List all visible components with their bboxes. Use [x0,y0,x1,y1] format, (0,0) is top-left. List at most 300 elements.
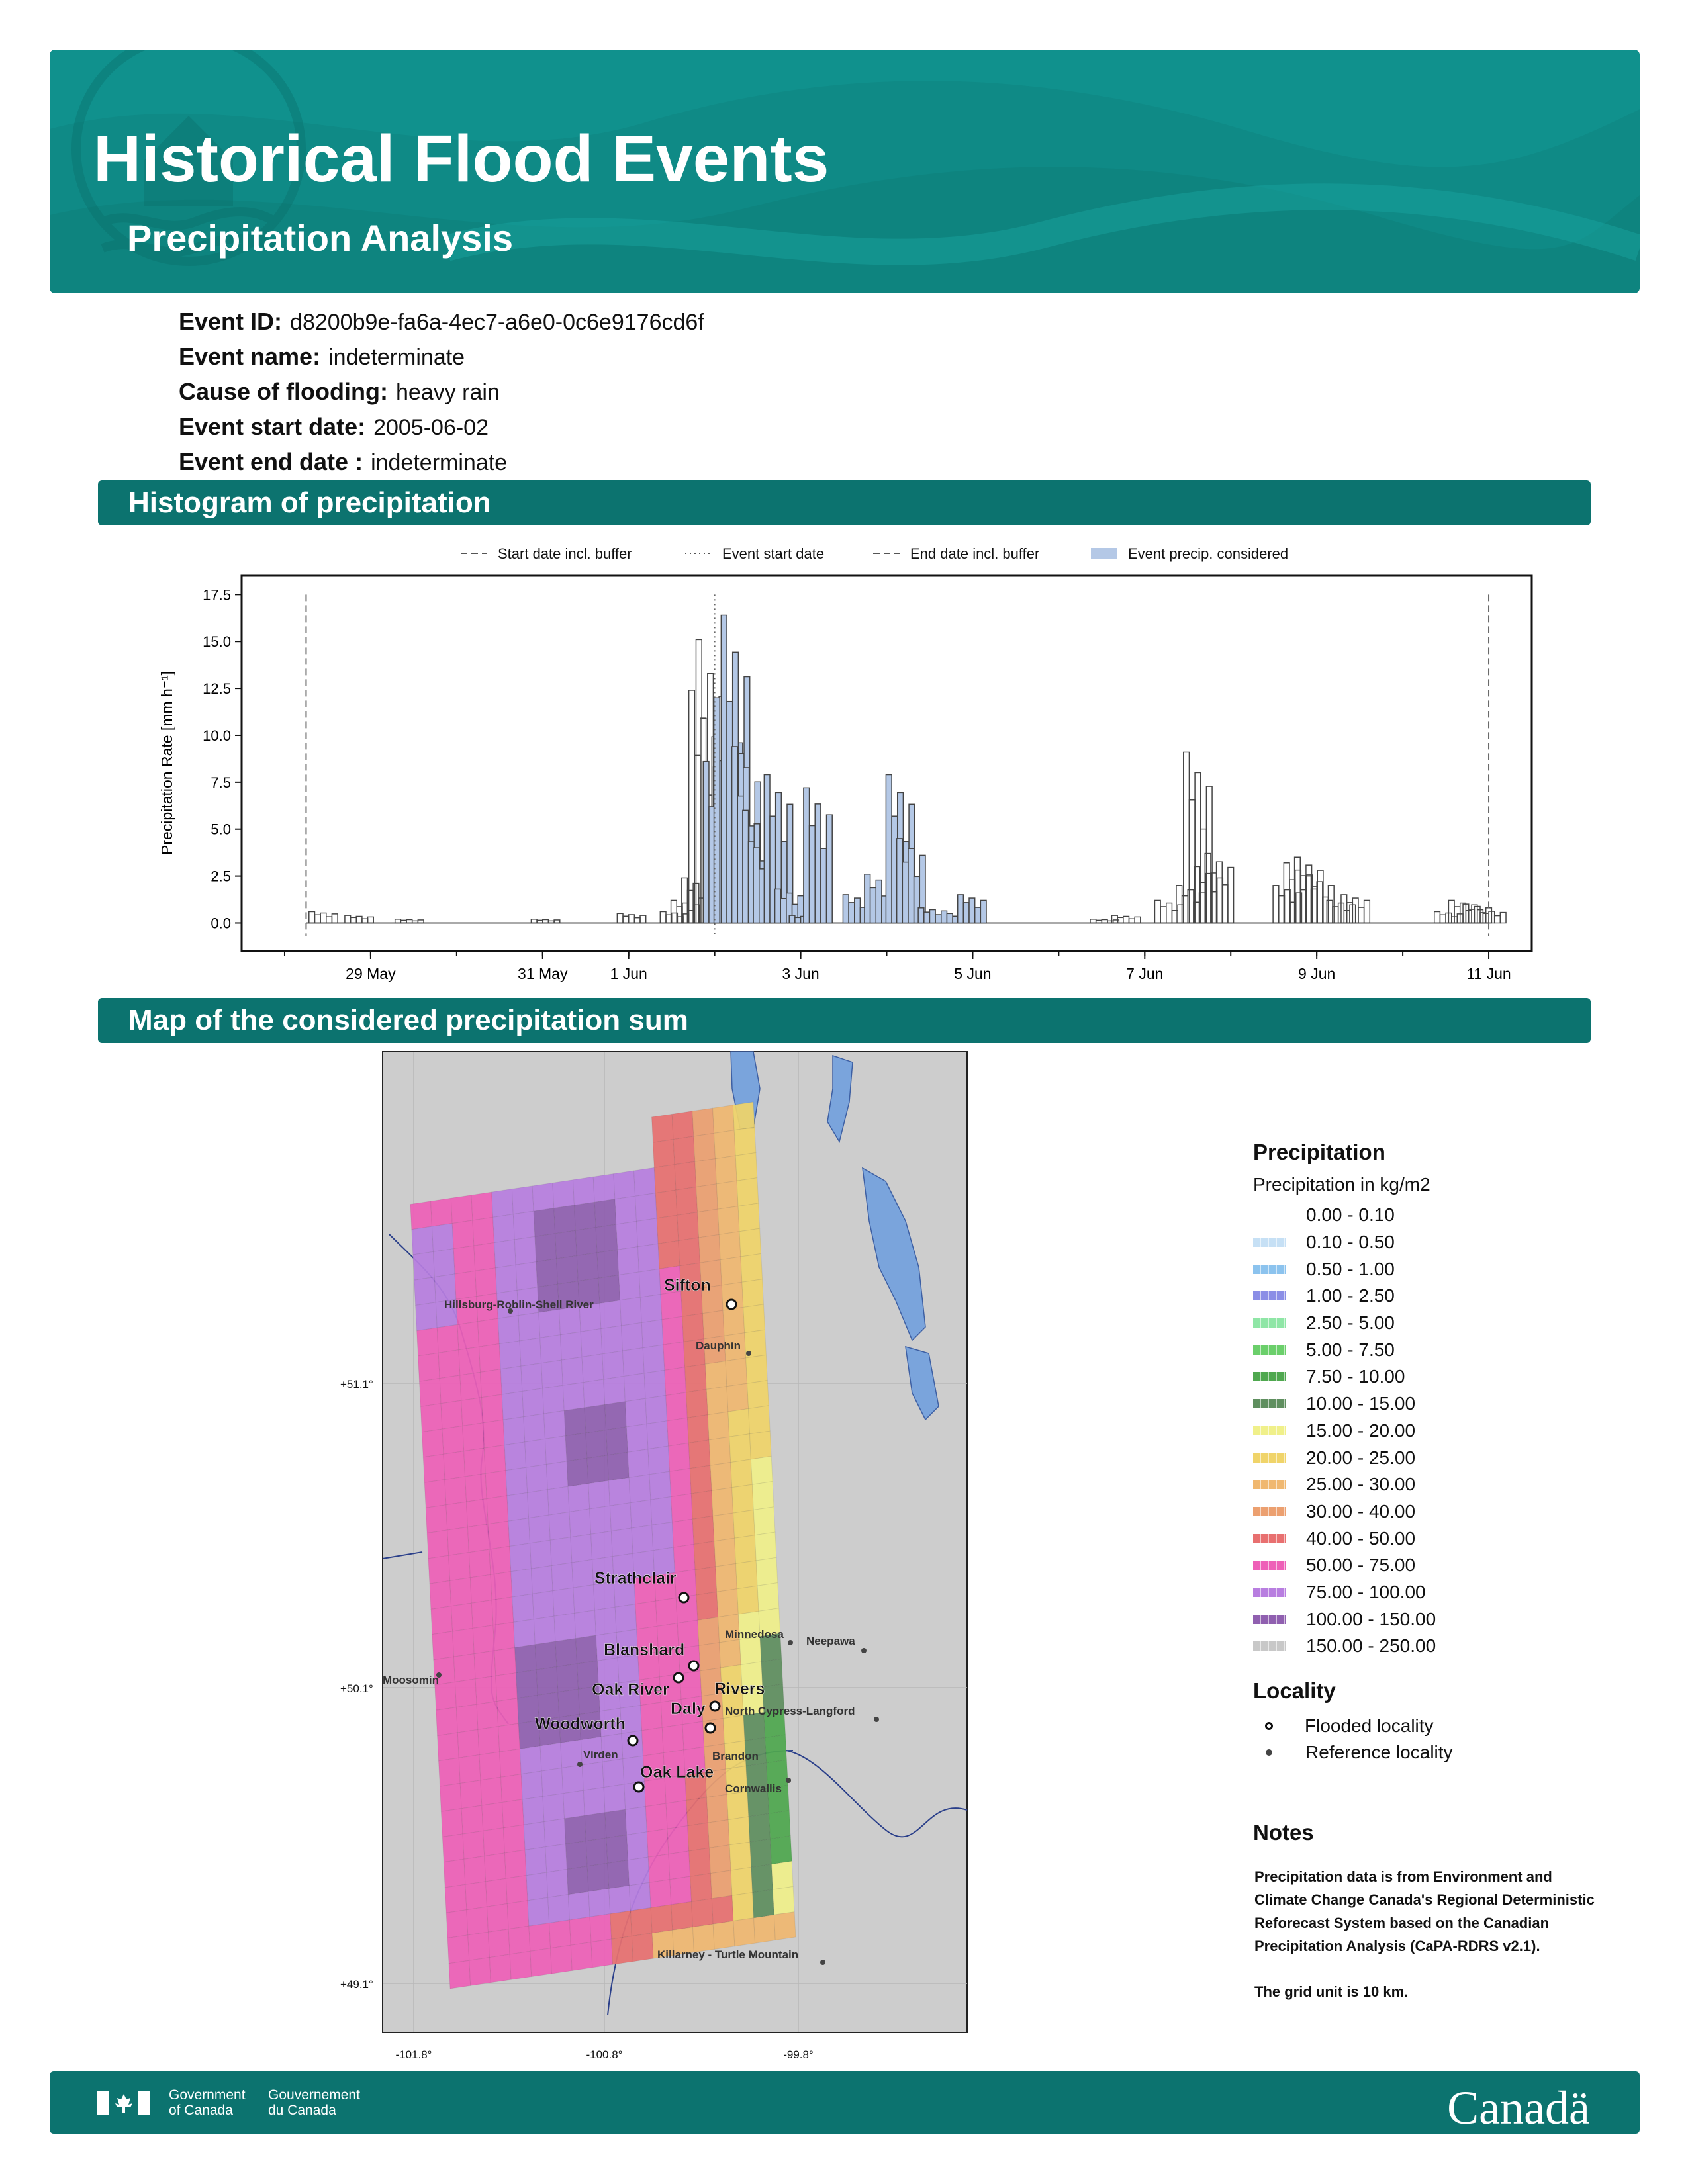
page-title: Historical Flood Events [93,122,829,196]
x-tick-label: 3 Jun [782,965,820,982]
histogram-bar [368,917,374,923]
flooded-locality-label: Rivers [714,1680,765,1698]
grid-cell [453,1628,475,1657]
grid-cell [626,1807,647,1835]
grid-cell [504,1850,526,1878]
legend-end-buffer: End date incl. buffer [910,545,1040,562]
grid-cell [504,1825,526,1853]
grid-cell [502,1799,524,1828]
grid-cell [571,1942,592,1971]
grid-cell [637,1218,659,1247]
grid-cell [756,1557,778,1586]
grid-cell [726,1358,747,1387]
grid-cell [549,1920,571,1948]
grid-cell [555,1230,577,1259]
grid-cell [553,1588,575,1616]
grid-cell [573,1177,595,1205]
grid-cell [573,1585,595,1614]
legend-class-label: 7.50 - 10.00 [1306,1366,1405,1387]
grid-cell [510,1543,532,1572]
grid-cell [577,1253,598,1281]
grid-cell [459,1347,481,1375]
histogram-bar [1096,920,1102,923]
legend-event-start: Event start date [722,545,825,562]
grid-cell [490,1954,512,1983]
grid-cell [416,1302,438,1331]
grid-cell [688,1823,710,1851]
grid-cell [647,1421,669,1449]
histogram-bar [804,788,810,923]
grid-cell [434,1249,455,1277]
flooded-locality-label: Strathclair [594,1569,677,1588]
lat-label-51: +51.1° [340,1378,373,1390]
grid-cell [575,1228,597,1256]
legend-class-row [1253,1202,1624,1229]
grid-cell [658,1241,680,1269]
histogram-bar [732,747,738,923]
grid-cell [436,1707,458,1736]
grid-cell [733,1510,755,1539]
gov-en-line2: of Canada [169,2103,233,2118]
grid-cell [624,1373,646,1402]
grid-cell [544,1411,566,1439]
grid-cell [487,1496,508,1524]
histogram-bar [947,913,953,923]
grid-cell [431,1198,453,1226]
grid-cell [632,1933,653,1962]
histogram-bar [351,917,357,923]
grid-cell [657,1215,679,1244]
event-id-value: d8200b9e-fa6a-4ec7-a6e0-0c6e9176cd6f [290,310,704,335]
reference-locality-label: North Cypress-Langford [725,1705,855,1717]
grid-cell [442,1426,464,1455]
gov-fr-line2: du Canada [268,2103,336,2118]
grid-cell [662,1316,684,1345]
grid-cell [410,1201,432,1230]
grid-cell [441,1809,463,1837]
flooded-locality-marker [706,1723,715,1733]
histogram-bar [918,908,924,923]
flooded-locality-marker [679,1593,688,1602]
histogram-bar [345,915,351,923]
grid-cell [477,1702,498,1730]
grid-cell [709,1437,731,1465]
grid-cell [739,1228,761,1257]
grid-cell [682,1314,704,1342]
flooded-locality-marker [689,1661,698,1670]
grid-cell [508,1926,530,1954]
y-tick-label: 17.5 [203,586,231,604]
histogram-bar [1358,907,1364,923]
flooded-locality-label: Woodworth [535,1715,626,1733]
grid-cell [551,1563,573,1591]
grid-cell [616,1222,638,1250]
grid-cell [723,1715,745,1744]
grid-cell [605,1402,627,1430]
notes-source: Precipitation data is from Environment and Climate Change Canada's Regional Deterministic Reforecast System based on the Canadian Precipitation Analysis (CaPA-RDRS v2.1). [1254,1868,1595,1954]
grid-cell [703,1719,725,1747]
legend-class-label: 30.00 - 40.00 [1306,1500,1416,1522]
grid-cell [670,1876,692,1905]
grid-cell [679,1238,700,1266]
grid-cell [732,1893,754,1921]
grid-cell [753,1889,774,1918]
grid-cell [618,1247,639,1275]
start-date-label: Event start date: [179,413,366,440]
histogram-bar [326,917,332,923]
x-tick-label: 7 Jun [1126,965,1164,982]
grid-cell [498,1316,520,1344]
legend-subtitle: Precipitation in kg/m2 [1253,1174,1430,1195]
grid-cell [526,1872,548,1901]
histogram-bar [406,919,412,923]
grid-cell [568,1484,590,1512]
precipitation-grid [410,1102,799,1989]
grid-cell [485,1471,507,1499]
grid-cell [610,1503,632,1531]
grid-cell [749,1813,771,1842]
grid-cell [467,1499,489,1527]
histogram-bar [1327,900,1333,923]
legend-class-label: 75.00 - 100.00 [1306,1581,1426,1602]
reference-locality-label: Moosomin [383,1674,439,1686]
x-tick-label: 9 Jun [1298,965,1336,982]
grid-cell [489,1929,510,1958]
grid-cell [774,1912,796,1940]
grid-cell [569,1917,591,1945]
grid-cell [757,1583,779,1612]
grid-cell [749,1406,771,1434]
grid-cell [511,1569,533,1597]
legend-class-row [1253,1525,1624,1552]
grid-cell [534,1208,555,1237]
grid-cell [708,1820,730,1848]
grid-cell [424,1480,446,1508]
histogram-bar [1160,907,1166,923]
precipitation-map [330,1049,978,2071]
grid-cell [710,1463,732,1491]
flooded-locality-label: Blanshard [604,1641,685,1659]
histogram-bar [1172,911,1178,923]
grid-cell [612,1936,633,1965]
legend-swatch [1253,1615,1286,1624]
grid-cell [765,1735,787,1763]
end-date-value: indeterminate [371,450,508,475]
grid-cell [512,1186,534,1214]
grid-cell [709,1845,731,1874]
legend-class-row [1253,1255,1624,1283]
histogram-bar [537,920,543,923]
y-tick-label: 10.0 [203,727,231,744]
flooded-locality-label: Daly [671,1700,706,1718]
grid-cell [536,1667,558,1696]
grid-cell [671,1902,693,1931]
reference-locality-marker [820,1960,825,1965]
grid-cell [654,1165,676,1193]
x-tick-label: 5 Jun [954,965,992,982]
grid-cell [532,1566,553,1594]
reference-locality-label: Hillsburg-Roblin-Shell River [444,1298,594,1311]
grid-cell [735,1153,757,1181]
grid-cell [452,1220,474,1249]
histogram-bar [843,895,849,923]
grid-cell [733,1102,755,1130]
histogram-bar [1182,896,1188,923]
grid-cell [557,1256,579,1285]
grid-cell [728,1817,750,1845]
histogram-bar [941,911,947,923]
histogram-bar [1500,913,1506,923]
cause-value: heavy rain [395,380,500,405]
grid-cell [769,1811,791,1839]
reference-locality-marker [788,1640,793,1645]
report-header [50,50,1640,293]
start-date-value: 2005-06-02 [373,415,489,440]
histogram-bar [780,899,786,923]
precipitation-histogram [132,529,1556,986]
legend-class-row [1253,1390,1624,1418]
histogram-bar [689,690,695,923]
grid-cell [507,1493,529,1522]
grid-cell [609,1478,631,1506]
grid-cell [642,1727,664,1756]
grid-cell [717,1589,739,1617]
grid-cell [447,1527,469,1556]
grid-cell [485,1853,506,1882]
histogram-bar [721,615,727,923]
grid-cell [451,1603,473,1631]
grid-cell [445,1884,467,1913]
grid-cell [614,1171,635,1199]
grid-cell [705,1361,727,1390]
grid-cell [651,1497,673,1525]
grid-cell [474,1651,496,1679]
grid-cell [528,1490,549,1518]
grid-cell [493,1622,515,1651]
grid-cell [695,1567,717,1595]
grid-cell [710,1870,732,1899]
legend-class-label: 40.00 - 50.00 [1306,1527,1416,1549]
grid-cell [530,1540,552,1569]
histogram-bar [789,915,795,923]
grid-cell [582,1762,604,1790]
grid-cell [475,1268,497,1297]
histogram-bar [634,918,640,923]
legend-class-label: 1.00 - 2.50 [1306,1285,1395,1306]
lat-label-50: +50.1° [340,1682,373,1695]
grid-cell [478,1727,500,1755]
legend-class-row [1253,1471,1624,1498]
grid-cell [506,1876,528,1904]
histogram-bar [810,826,816,923]
histogram-bar [1434,911,1440,923]
histogram-bar [1184,752,1190,923]
histogram-bar [935,915,941,923]
histogram-bar [629,915,635,923]
grid-cell [610,1911,632,1939]
grid-cell [456,1704,478,1733]
grid-cell [635,1601,657,1629]
grid-cell [558,1689,580,1717]
reference-locality-marker [861,1648,867,1653]
grid-cell [470,1574,492,1603]
lon-label-100: -100.8° [586,2048,623,2061]
grid-cell [479,1752,501,1780]
grid-cell [597,1250,619,1278]
grid-cell [712,1488,733,1516]
grid-cell [707,1794,729,1823]
histogram-bar [827,815,833,923]
grid-cell [655,1190,677,1218]
legend-class-label: 20.00 - 25.00 [1306,1447,1416,1468]
histogram-bar [886,775,892,923]
grid-cell [564,1408,586,1436]
grid-cell [729,1434,751,1463]
grid-cell [471,1192,493,1220]
grid-cell [539,1310,561,1338]
grid-cell [741,1254,763,1283]
grid-cell [754,1915,776,1943]
grid-cell [608,1860,630,1889]
histogram-bar [870,887,876,923]
grid-cell [567,1866,589,1895]
grid-cell [731,1459,753,1488]
grid-cell [536,1259,558,1287]
grid-cell [518,1312,540,1341]
histogram-bar [924,912,930,923]
legend-swatch [1253,1399,1286,1408]
grid-cell [602,1759,624,1788]
y-tick-label: 0.0 [211,915,231,932]
start-date-row [179,410,704,445]
grid-cell [728,1409,750,1437]
grid-cell [544,1819,566,1847]
grid-cell [608,1452,630,1480]
histogram-bar [865,874,870,923]
legend-swatch [1253,1318,1286,1328]
grid-cell [572,1559,594,1588]
grid-cell [547,1870,569,1898]
grid-cell [468,1524,490,1553]
grid-cell [667,1418,689,1446]
grid-cell [562,1765,584,1794]
legend-class-row [1253,1336,1624,1363]
histogram-bar [980,900,986,923]
grid-cell [464,1448,486,1477]
histogram-bar [821,848,827,923]
grid-cell [583,1379,605,1408]
grid-cell [706,1387,728,1415]
grid-cell [444,1859,465,1888]
grid-cell [494,1240,516,1268]
histogram-bar [320,913,326,923]
footer [50,2071,1640,2134]
y-tick-label: 7.5 [211,774,231,791]
grid-cell [716,1156,737,1184]
legend-classes [1253,1202,1624,1660]
grid-cell [422,1429,444,1457]
lon-label-99: -99.8° [783,2048,814,2061]
grid-cell [687,1415,709,1443]
grid-cell [645,1778,667,1807]
grid-cell [623,1348,645,1377]
grid-cell [692,1899,714,1927]
histogram-bar [815,804,821,923]
grid-cell [649,1880,671,1908]
grid-cell [673,1136,695,1165]
histogram-bar [902,862,908,923]
y-tick-label: 5.0 [211,821,231,838]
grid-cell [497,1698,519,1727]
grid-cell [605,1809,627,1838]
grid-cell [663,1342,685,1371]
grid-cell [492,1597,514,1625]
legend-class-label: 100.00 - 150.00 [1306,1608,1436,1629]
grid-cell [750,1431,772,1459]
grid-cell [686,1797,708,1826]
grid-cell [643,1345,665,1373]
grid-cell [742,1279,764,1308]
grid-cell [576,1635,598,1664]
grid-cell [526,1465,548,1493]
grid-cell [460,1780,482,1809]
grid-cell [420,1404,442,1432]
grid-cell [438,1733,459,1761]
legend-class-row [1253,1633,1624,1660]
legend-class-label: 15.00 - 20.00 [1306,1420,1416,1441]
grid-cell [648,1446,670,1475]
grid-cell [469,1958,491,1986]
legend-class-label: 0.50 - 1.00 [1306,1258,1395,1279]
grid-cell [494,1648,516,1676]
grid-cell [713,1105,735,1134]
gov-en [169,2087,246,2118]
reference-locality-marker [746,1351,751,1356]
grid-cell [699,1643,721,1671]
event-name-label: Event name: [179,343,321,370]
grid-cell [491,1572,512,1600]
grid-cell [481,1369,502,1398]
grid-cell [510,1951,532,1979]
grid-cell [662,1725,684,1753]
grid-cell [453,1246,475,1274]
grid-cell [604,1377,626,1405]
canada-flag-icon [97,2091,150,2115]
legend-swatch [1253,1534,1286,1543]
flooded-locality-marker [674,1673,683,1682]
grid-cell [468,1932,490,1960]
grid-cell [525,1439,547,1467]
grid-cell [583,1788,605,1816]
grid-cell [427,1530,449,1559]
grid-cell [521,1363,543,1392]
grid-cell [546,1461,568,1490]
grid-cell [593,1174,615,1203]
grid-cell [743,1304,765,1333]
grid-cell [628,1857,650,1886]
reference-locality-label: Virden [583,1749,618,1761]
histogram-bar [400,920,406,923]
grid-cell [690,1465,712,1494]
grid-cell [609,1886,631,1914]
grid-cell [520,1338,541,1366]
grid-cell [751,1456,773,1484]
gov-fr-line1: Gouvernement [268,2087,360,2103]
grid-cell [653,1140,675,1168]
grid-cell [553,1180,575,1208]
grid-cell [718,1206,739,1235]
reference-locality-marker [786,1778,791,1783]
